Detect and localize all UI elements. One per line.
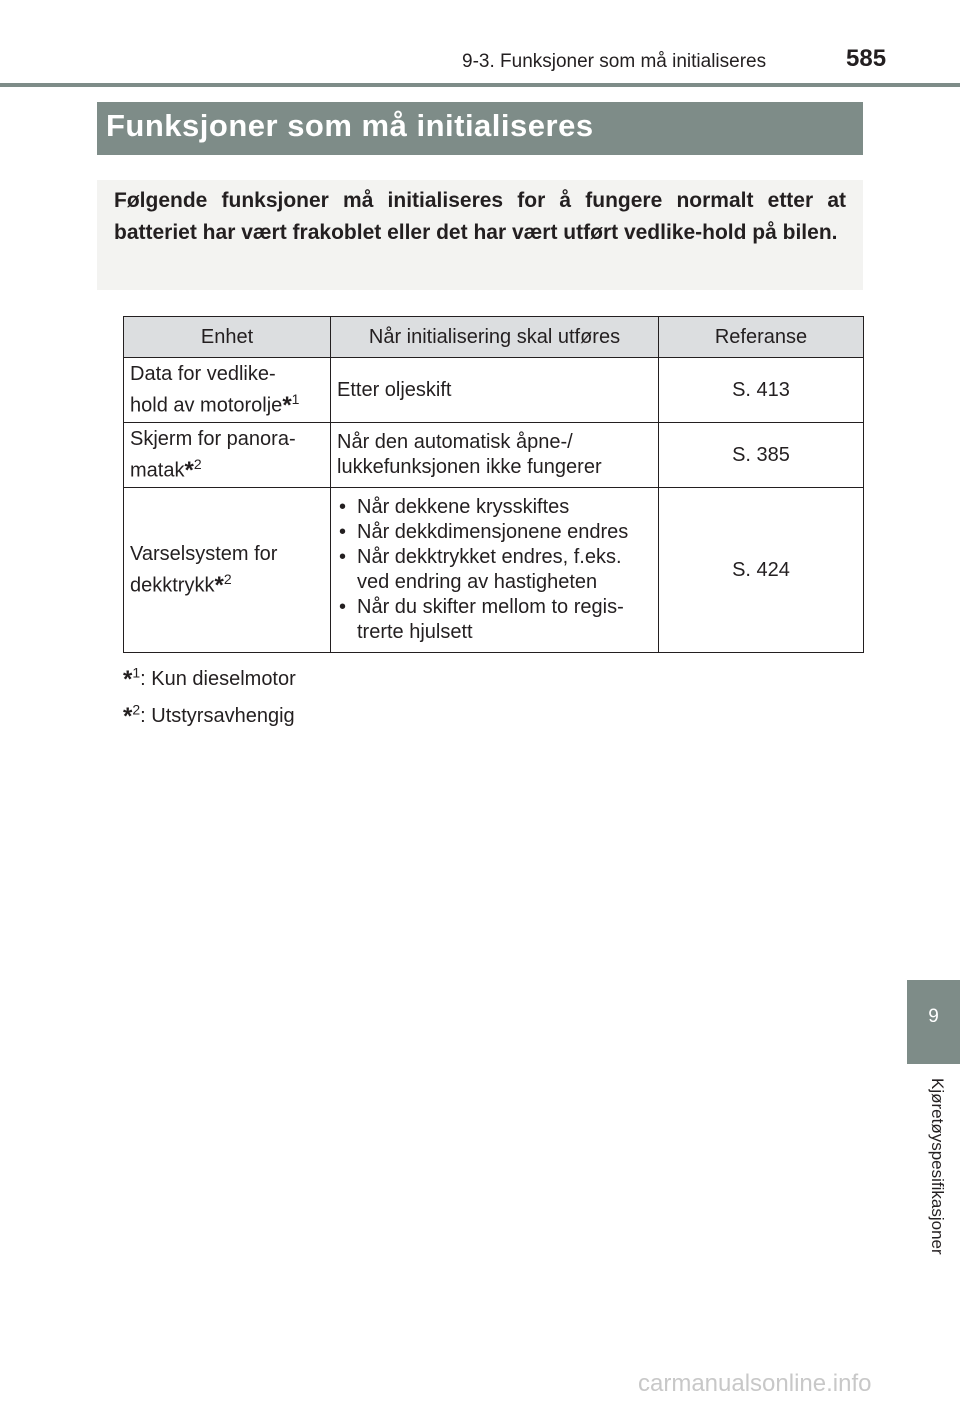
footnote-ref: 1	[291, 390, 300, 407]
watermark: carmanualsonline.info	[638, 1370, 872, 1397]
footnote-number: 1	[132, 664, 141, 681]
page-number: 585	[846, 45, 887, 72]
intro-text: Følgende funksjoner må initialiseres for å fungere normalt etter at batteriet har vært frakoblet eller det har vært utført vedlike-hold på bilen.	[114, 189, 846, 244]
cell-reference: S. 424	[659, 488, 864, 653]
column-header-when: Når initialisering skal utføres	[331, 317, 659, 358]
footnote-ref: 2	[223, 570, 232, 587]
footnote-marker: *	[282, 392, 292, 420]
cell-reference: S. 385	[659, 423, 864, 488]
footnote-number: 2	[132, 701, 141, 718]
cell-reference: S. 413	[659, 358, 864, 423]
list-item: • Når dekktrykket endres, f.eks. ved endring av hastigheten	[337, 545, 652, 595]
chapter-label: Kjøretøyspesifikasjoner	[928, 1078, 947, 1255]
footnote-text: : Kun dieselmotor	[140, 668, 296, 690]
header-divider	[0, 83, 960, 87]
column-header-unit: Enhet	[124, 317, 331, 358]
cell-unit	[124, 488, 331, 653]
footnote-text: : Utstyrsavhengig	[140, 705, 295, 727]
table-row	[124, 423, 864, 488]
cell-when	[331, 423, 659, 488]
table-row	[124, 488, 864, 653]
bullet-list	[337, 495, 652, 645]
cell-when: Etter oljeskift	[331, 358, 659, 423]
unit-line-1: Varselsystem for	[130, 542, 278, 565]
chapter-tab	[907, 980, 960, 1064]
cell-unit	[124, 358, 331, 423]
table-row	[124, 358, 864, 423]
unit-line-1: Data for vedlike-	[130, 362, 276, 385]
footnote-marker: *	[123, 666, 133, 693]
page-title: Funksjoner som må initialiseres	[106, 108, 594, 143]
header-section-title: 9-3. Funksjoner som må initialiseres	[462, 51, 767, 72]
table-header-row	[124, 317, 864, 358]
column-header-reference: Referanse	[659, 317, 864, 358]
unit-line-2: matak	[130, 459, 185, 482]
unit-line-1: Skjerm for panora-	[130, 427, 296, 450]
footnote-1	[123, 664, 296, 692]
when-line-2: lukkefunksjonen ikke fungerer	[337, 456, 602, 478]
intro-box	[97, 180, 863, 290]
footnote-ref: 2	[193, 455, 202, 472]
initialization-table	[123, 316, 864, 653]
chapter-number: 9	[928, 1006, 939, 1027]
when-line-1: Når den automatisk åpne-/	[337, 431, 573, 453]
cell-unit	[124, 423, 331, 488]
list-item: • Når dekkdimensjonene endres	[337, 520, 652, 545]
unit-line-2: hold av motorolje	[130, 394, 283, 417]
cell-when	[331, 488, 659, 653]
unit-line-2: dekktrykk	[130, 574, 215, 597]
title-bar	[97, 102, 863, 155]
footnote-2	[123, 701, 295, 729]
list-item: • Når dekkene krysskiftes	[337, 495, 652, 520]
list-item: • Når du skifter mellom to regis-trerte hjulsett	[337, 595, 652, 645]
footnote-marker: *	[123, 703, 133, 730]
footnote-marker: *	[184, 457, 194, 485]
footnote-marker: *	[214, 572, 224, 600]
